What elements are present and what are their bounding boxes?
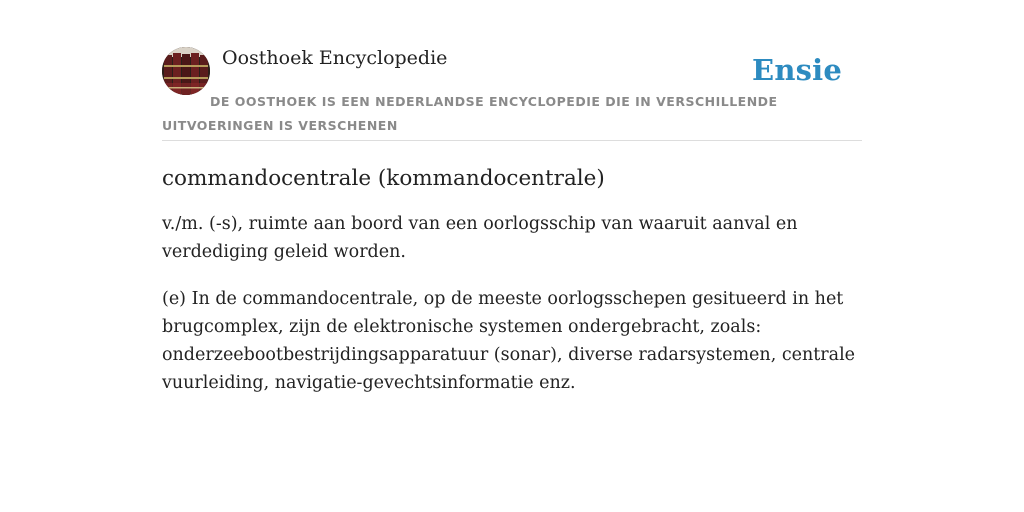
source-name[interactable]: Oosthoek Encyclopedie (222, 47, 448, 69)
book-spines-icon (162, 47, 210, 95)
entry-paragraph: (e) In de commandocentrale, op de meeste oorlogsschepen gesitueerd in het brugcomplex, zijn de elektronische systemen ondergebracht, zoals: onderzeebootbestrijdingsapparatuur (sonar), diverse radarsystemen, centrale vuurleiding, navigatie-gevechtsinformatie enz. (162, 289, 856, 393)
entry-title: commandocentrale (kommandocentrale) (162, 166, 605, 191)
source-tagline: DE OOSTHOEK IS EEN NEDERLANDSE ENCYCLOPEDIE DIE IN VERSCHILLENDE UITVOERINGEN IS VERSCHENEN (162, 94, 778, 133)
entry-content (162, 160, 862, 416)
source-header (162, 46, 862, 141)
source-avatar[interactable] (162, 47, 210, 95)
entry-definition: v./m. (-s), ruimte aan boord van een oorlogsschip van waaruit aanval en verdediging geleid worden. (162, 214, 798, 262)
brand-logo-link[interactable]: Ensie (752, 53, 842, 87)
